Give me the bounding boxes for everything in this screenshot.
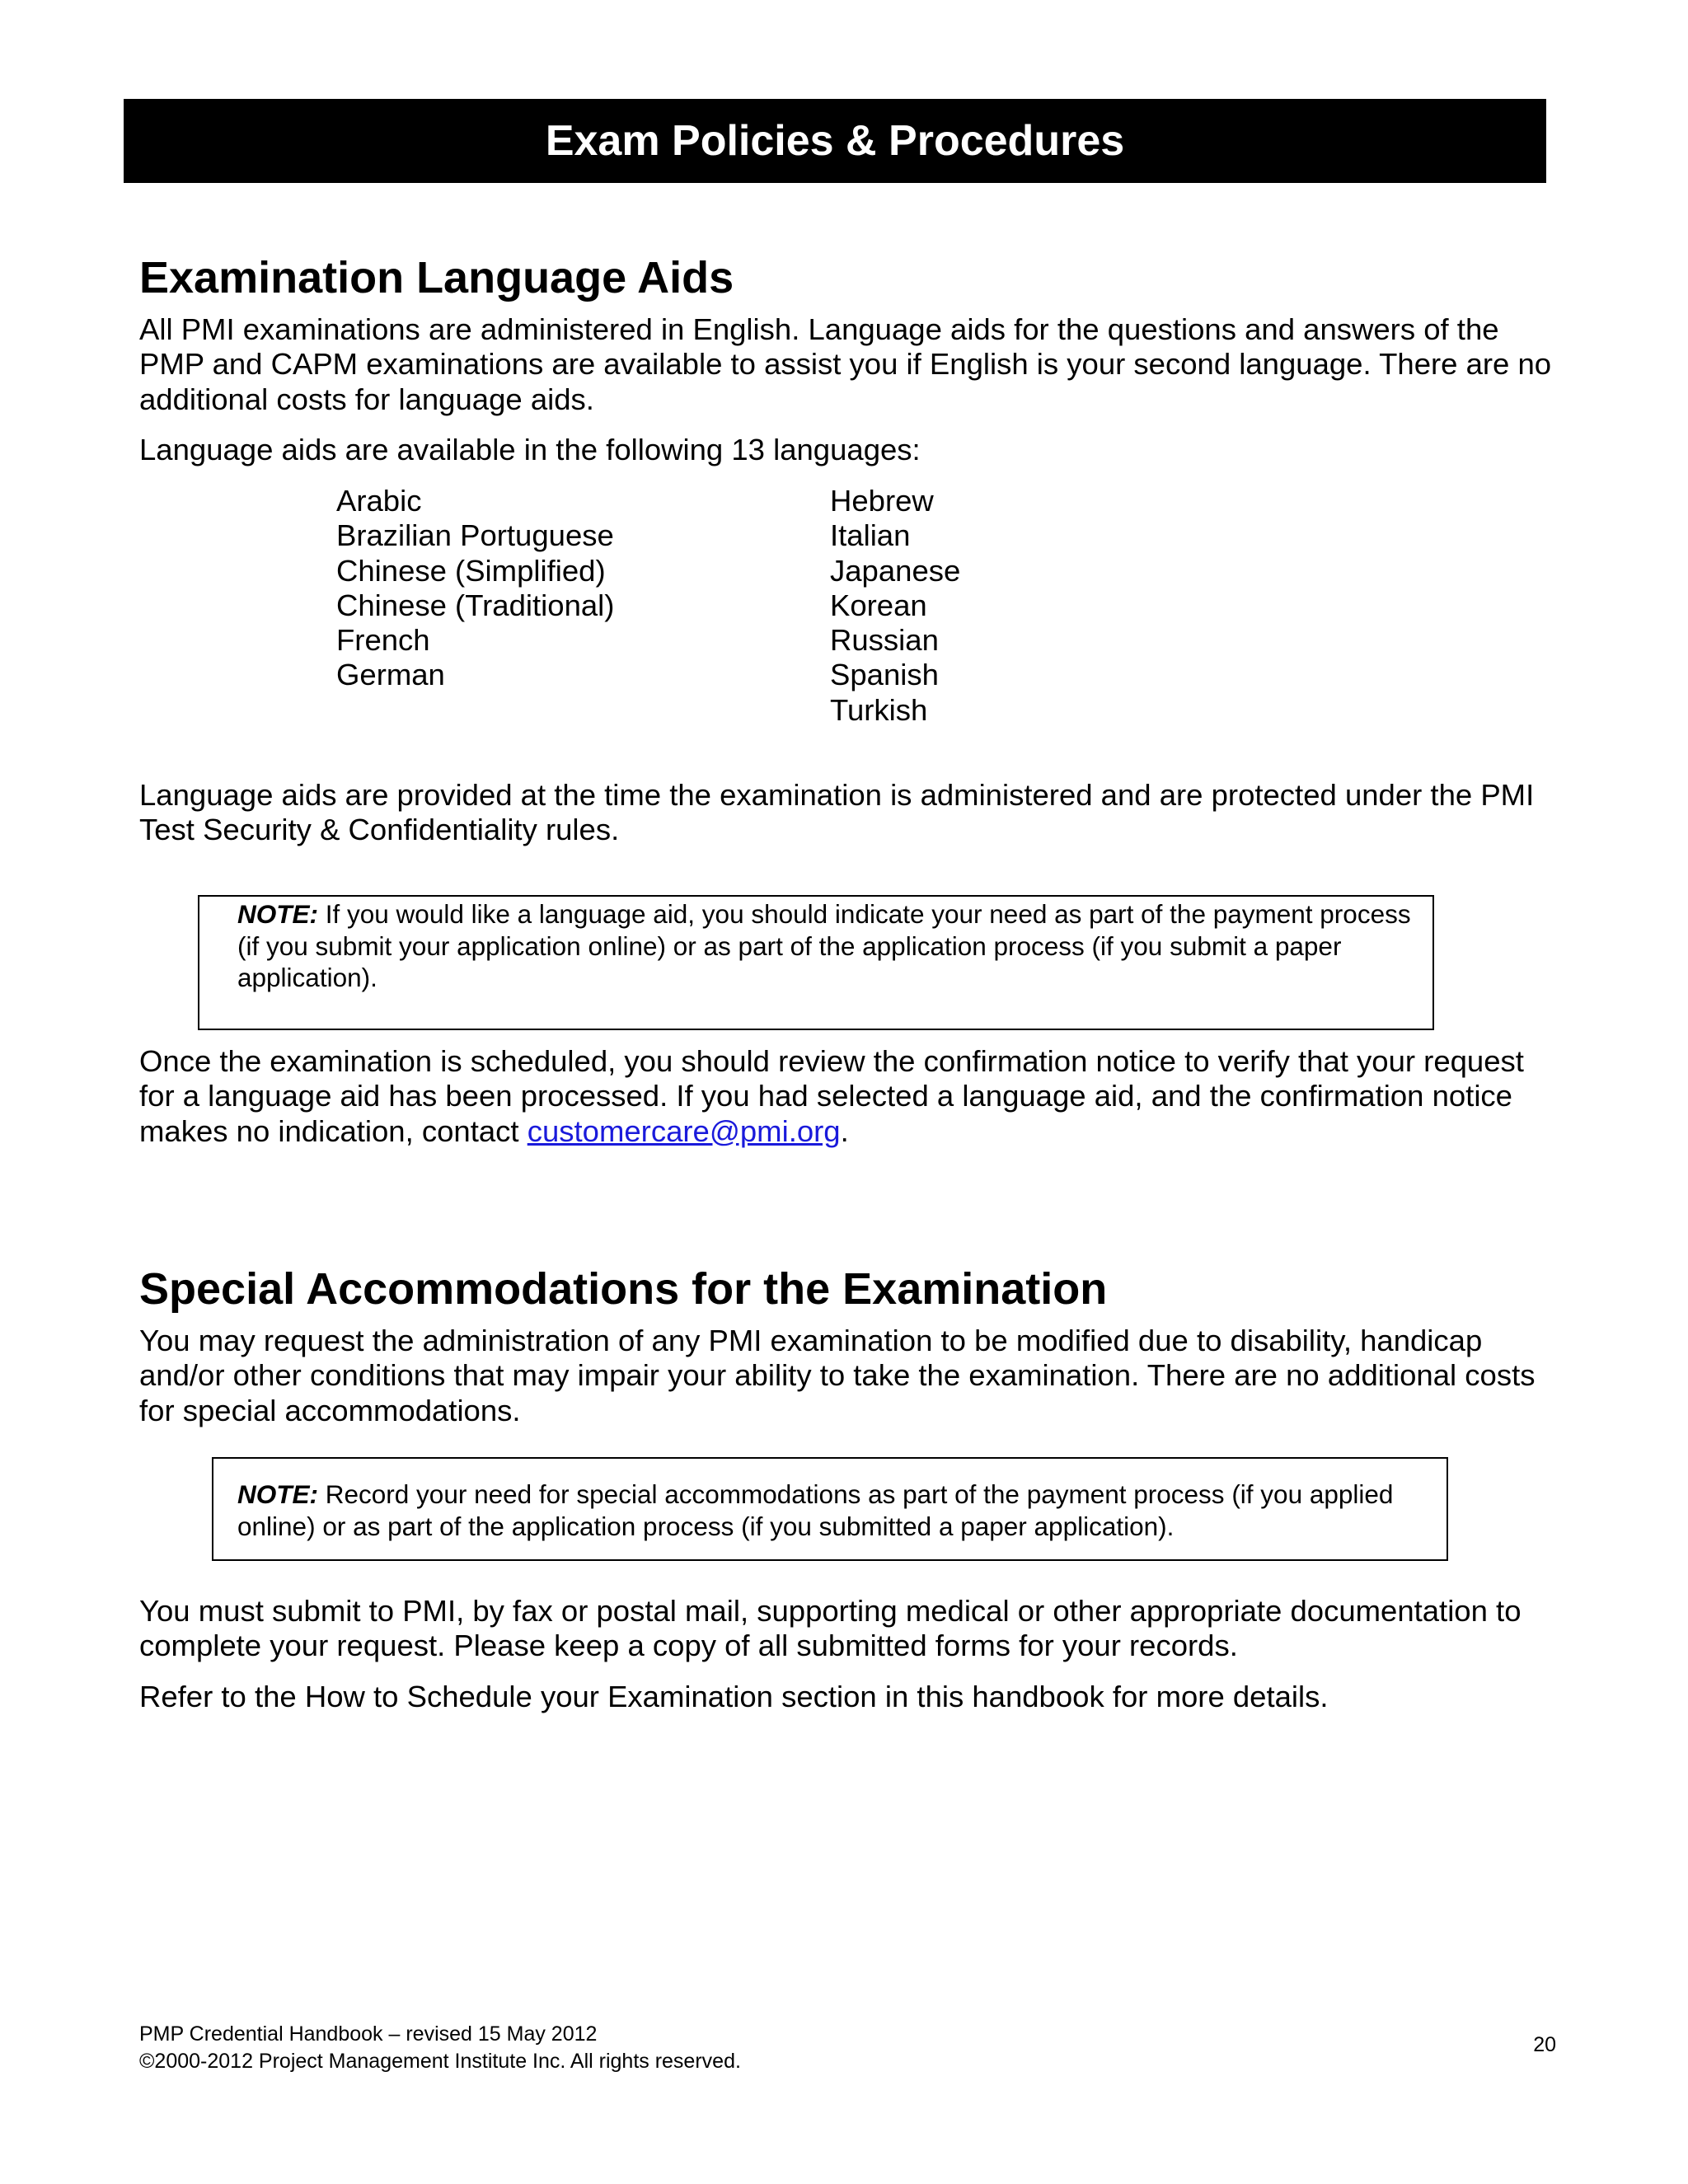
footer-revision: PMP Credential Handbook – revised 15 May 2012 [139, 2022, 598, 2046]
languages-list-right [830, 484, 960, 728]
confirmation-body: Once the examination is scheduled, you should review the confirmation notice to verify that your request for a language aid has been processed. If you had selected a language aid, and the confirmation notice makes no indication, contact [139, 1044, 1524, 1148]
language-aids-heading: Examination Language Aids [139, 253, 734, 302]
language-item: German [336, 658, 445, 692]
note-label: NOTE: [237, 1479, 318, 1509]
special-accommodations-intro: You may request the administration of any PMI examination to be modified due to disability, handicap and/or other conditions that may impair your ability to take the examination. There are no additional costs for special accommodations. [139, 1324, 1536, 1427]
language-item: Arabic [336, 484, 422, 518]
languages-available-text: Language aids are available in the following 13 languages: [139, 433, 921, 466]
footer-copyright: ©2000-2012 Project Management Institute Inc. All rights reserved. [139, 2050, 741, 2073]
language-aid-note [237, 898, 1416, 994]
language-item: Chinese (Simplified) [336, 553, 606, 588]
language-item: Brazilian Portuguese [336, 518, 614, 553]
language-aids-intro: All PMI examinations are administered in English. Language aids for the questions and answers of the PMP and CAPM examinations are available to assist you if English is your second language. There are no additional costs for language aids. [139, 312, 1552, 416]
special-accommodations-heading: Special Accommodations for the Examination [139, 1264, 1108, 1314]
language-item: Russian [830, 623, 939, 658]
note-label: NOTE: [237, 899, 318, 929]
confirmation-period: . [840, 1113, 849, 1148]
language-item: Japanese [830, 553, 961, 588]
languages-list-left [336, 484, 614, 693]
customer-care-email-link[interactable]: customercare@pmi.org [527, 1113, 841, 1148]
submit-documentation-text: You must submit to PMI, by fax or postal mail, supporting medical or other appropriate documentation to complete your request. Please keep a copy of all submitted forms for your records. [139, 1594, 1522, 1663]
language-item: Hebrew [830, 484, 934, 518]
section-banner [124, 99, 1546, 183]
language-item: Korean [830, 588, 927, 622]
language-item: Chinese (Traditional) [336, 588, 615, 622]
language-aids-provided-text: Language aids are provided at the time the examination is administered and are protected under the PMI Test Security & Confidentiality rules. [139, 778, 1535, 847]
language-item: Spanish [830, 658, 939, 692]
refer-to-section-text: Refer to the How to Schedule your Examination section in this handbook for more details. [139, 1680, 1329, 1713]
language-item: French [336, 623, 430, 658]
note-body: If you would like a language aid, you should indicate your need as part of the payment process (if you submit your application online) or as part of the application process (if you submit a paper application). [237, 899, 1411, 992]
banner-title: Exam Policies & Procedures [545, 117, 1125, 165]
note-body: Record your need for special accommodations as part of the payment process (if you applied online) or as part of the application process (if you submitted a paper application). [237, 1479, 1394, 1541]
special-accommodations-note [237, 1479, 1416, 1542]
page-number: 20 [1533, 2033, 1556, 2056]
language-item: Turkish [830, 692, 928, 727]
confirmation-text [139, 1044, 1557, 1149]
language-item: Italian [830, 518, 911, 553]
